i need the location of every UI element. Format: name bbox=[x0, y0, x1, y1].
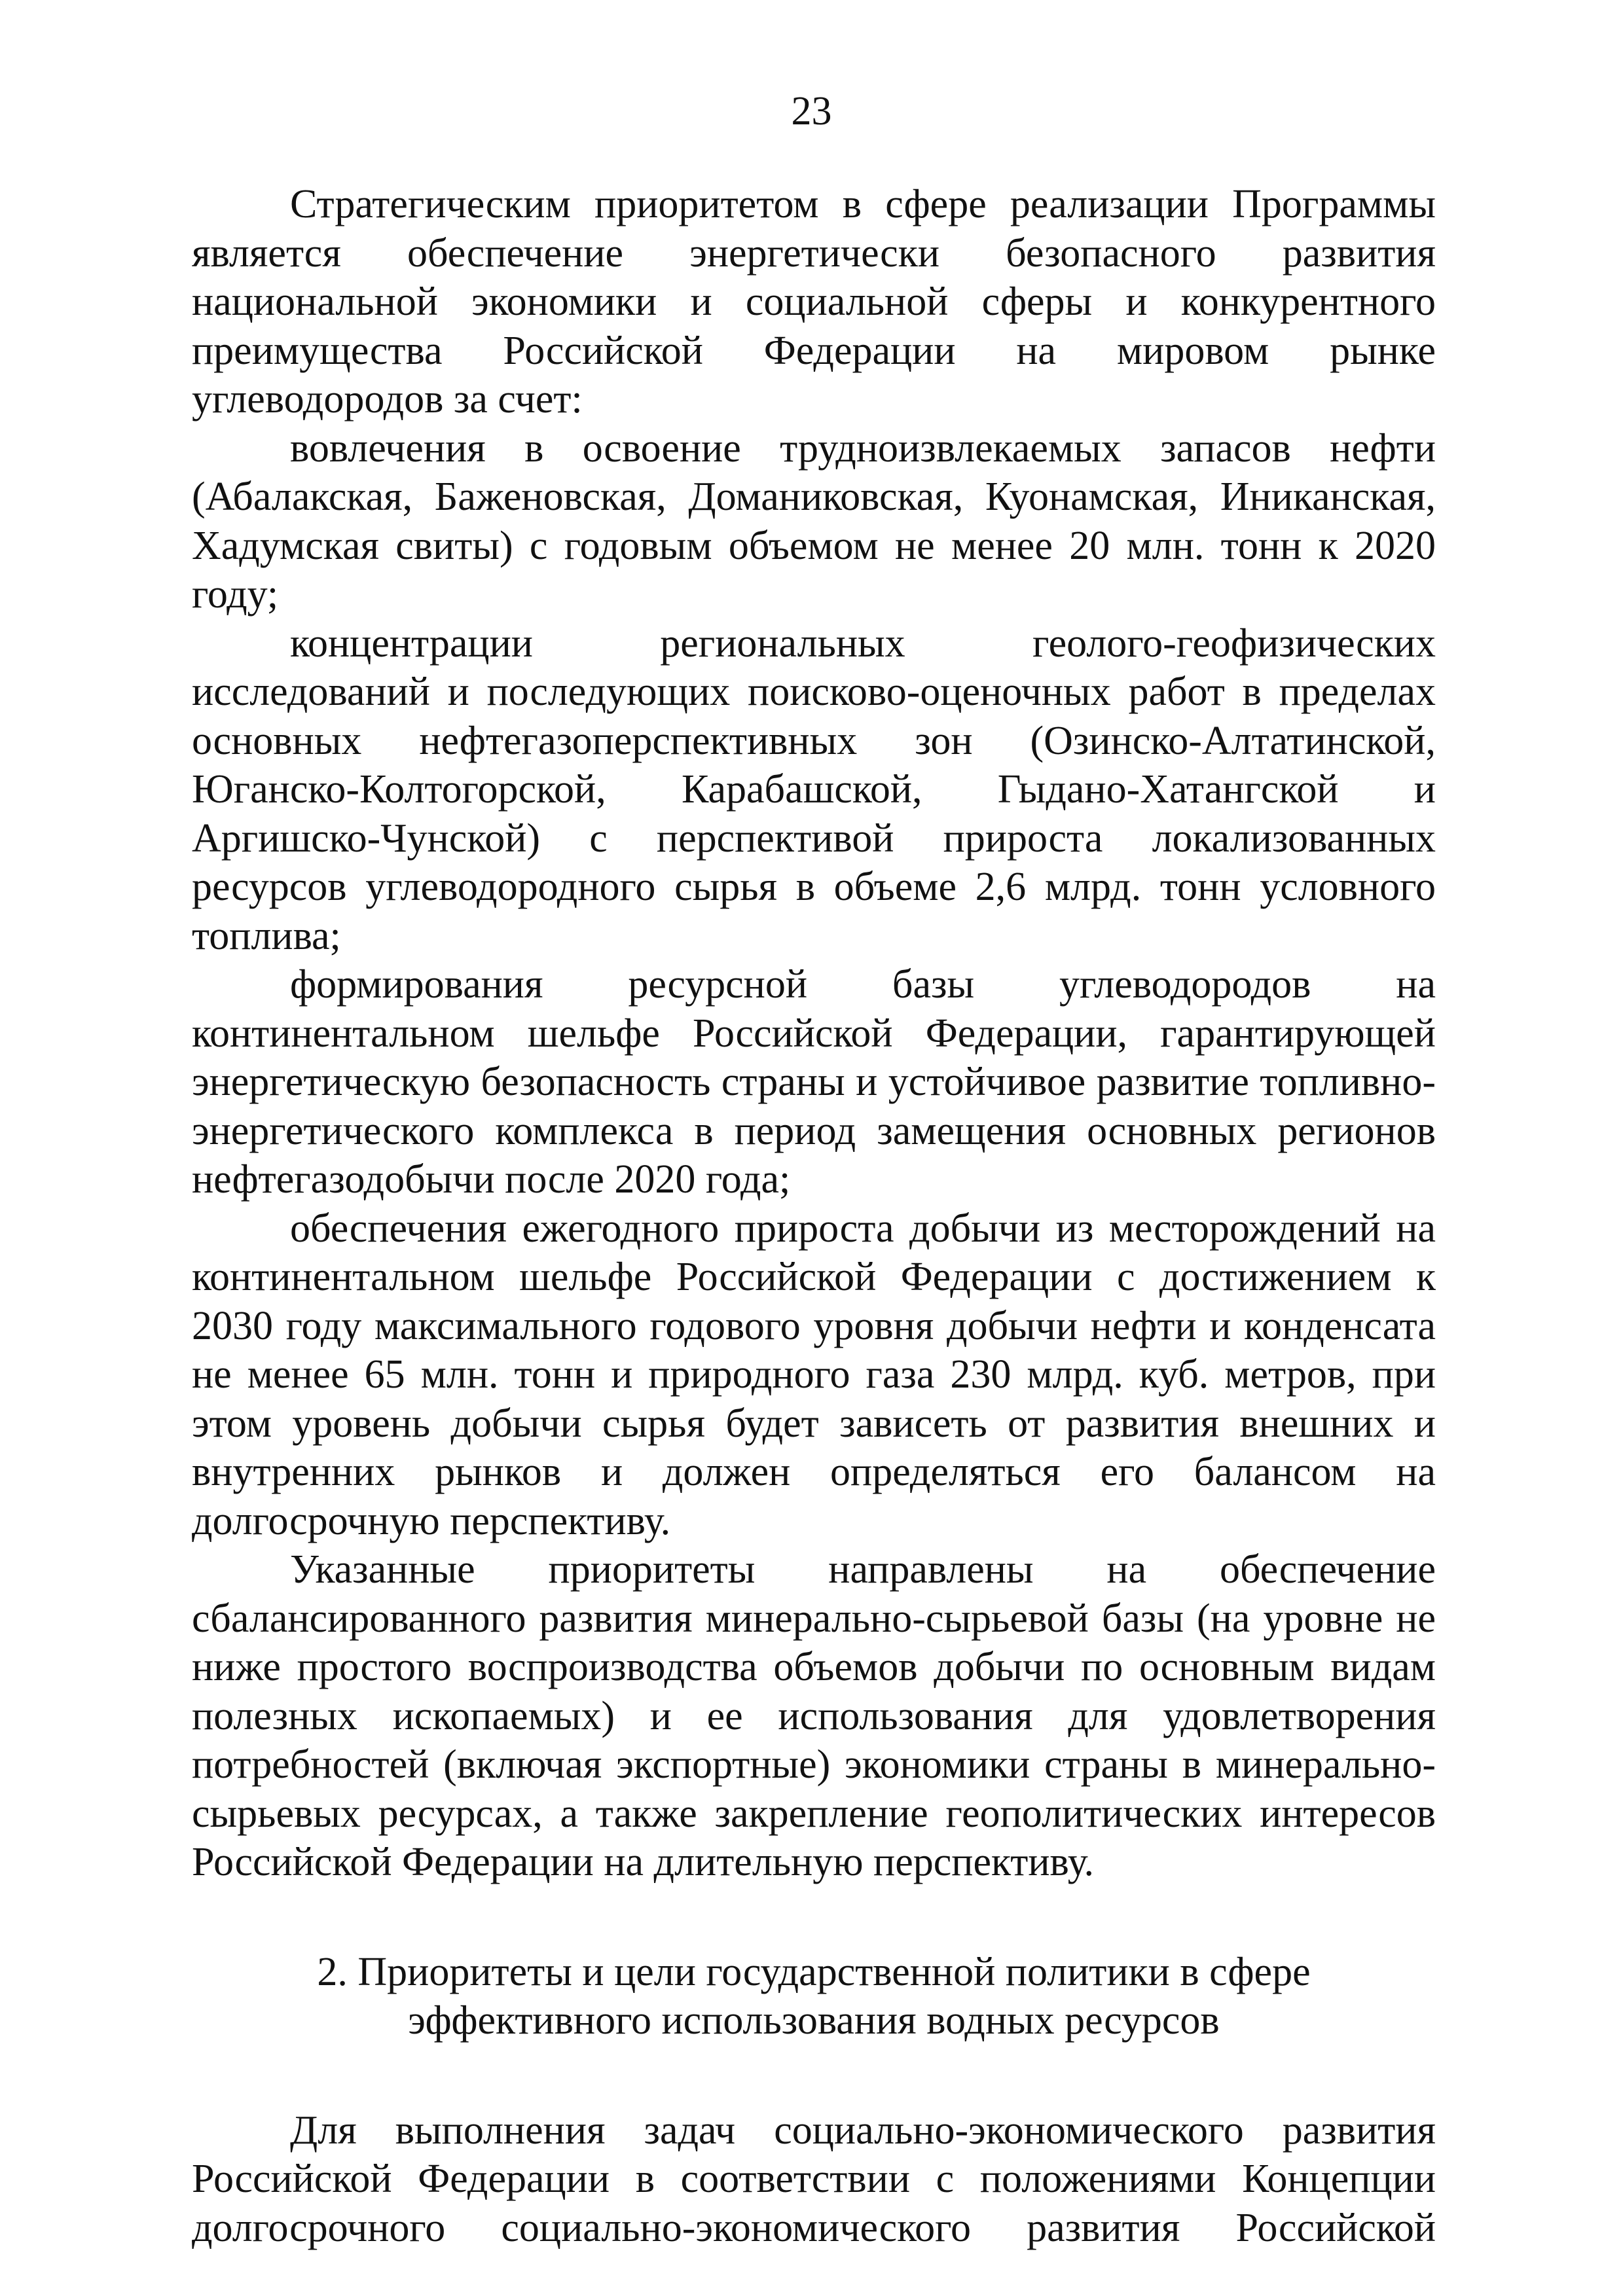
section-heading-line-2: эффективного использования водных ресурсов bbox=[408, 1998, 1220, 2043]
paragraph-closing: Для выполнения задач социально-экономического развития Российской Федерации в соответствии с положениями Концепции долгосрочного социально-экономического развития Российской bbox=[192, 2108, 1436, 2250]
paragraph-hard-to-recover-reserves: вовлечения в освоение трудноизвлекаемых запасов нефти (Абалакская, Баженовская, Доманиковская, Куонамская, Иниканская, Хадумская свиты) с годовым объемом не менее 20 млн. тонн к 2020 году; bbox=[192, 425, 1436, 617]
paragraph-production-growth: обеспечения ежегодного прироста добычи из месторождений на континентальном шельфе Российской Федерации с достижением к 2030 году максимального годового уровня добычи нефти и конденсата не менее 65 млн. тонн и природного газа 230 млрд. куб. метров, при этом уровень добычи сырья будет зависеть от развития внешних и внутренних рынков и должен определяться его балансом на долгосрочную перспективу. bbox=[192, 1206, 1436, 1543]
paragraph-regional-exploration: концентрации региональных геолого-геофизических исследований и последующих поисково-оценочных работ в пределах основных нефтегазоперспективных зон (Озинско-Алтатинской, Юганско-Колтогорской, Карабашской, Гыдано-Хатангской и Аргишско-Чунской) с перспективой прироста локализованных ресурсов углеводородного сырья в объеме 2,6 млрд. тонн условного топлива; bbox=[192, 620, 1436, 958]
page-number: 23 bbox=[791, 89, 832, 134]
section-heading bbox=[192, 1948, 1436, 2045]
paragraph-shelf-resource-base: формирования ресурсной базы углеводородов на континентальном шельфе Российской Федерации, гарантирующей энергетическую безопасность страны и устойчивое развитие топливно-энергетического комплекса в период замещения основных регионов нефтегазодобычи после 2020 года; bbox=[192, 962, 1436, 1202]
section-heading-line-1: 2. Приоритеты и цели государственной политики в сфере bbox=[317, 1949, 1311, 1994]
paragraph-priorities-summary: Указанные приоритеты направлены на обеспечение сбалансированного развития минерально-сырьевой базы (на уровне не ниже простого воспроизводства объемов добычи по основным видам полезных ископаемых) и ее использования для удовлетворения потребностей (включая экспортные) экономики страны в минерально-сырьевых ресурсах, а также закрепление геополитических интересов Российской Федерации на длительную перспективу. bbox=[192, 1547, 1436, 1884]
body-text bbox=[192, 180, 1436, 2252]
paragraph-strategic-priority: Стратегическим приоритетом в сфере реализации Программы является обеспечение энергетически безопасного развития национальной экономики и социальной сферы и конкурентного преимущества Российской Федерации на мировом рынке углеводородов за счет: bbox=[192, 182, 1436, 422]
